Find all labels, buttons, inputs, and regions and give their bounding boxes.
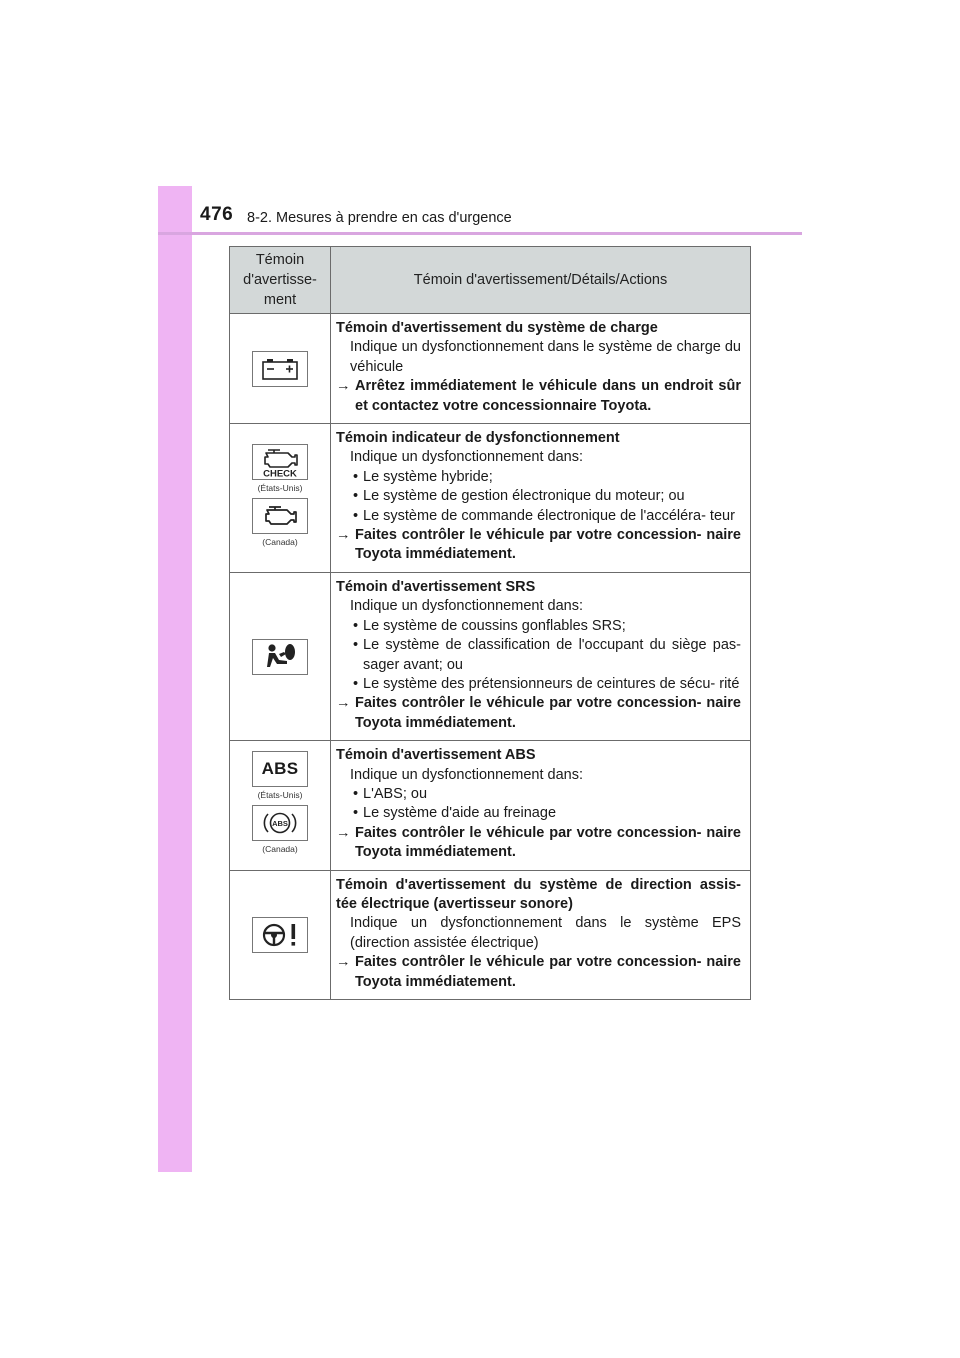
light-title: Témoin d'avertissement du système de charge [336, 320, 658, 336]
action-text: → Faites contrôler le véhicule par votre concession- naire Toyota immédiatement. [336, 954, 741, 990]
col-header-light: Témoin d'avertisse- ment [230, 247, 331, 314]
header-rule [158, 232, 802, 235]
svg-text:ABS: ABS [272, 819, 288, 829]
arrow-icon: → [336, 954, 351, 971]
details-cell [331, 870, 751, 999]
srs-airbag-icon [252, 639, 308, 675]
light-description: Indique un dysfonctionnement dans le système EPS (direction assistée électrique) [350, 915, 741, 951]
table-row [230, 314, 751, 424]
caption-canada: (Canada) [262, 844, 298, 855]
caption-us: (États-Unis) [257, 790, 303, 801]
action-text: → Faites contrôler le véhicule par votre concession- naire Toyota immédiatement. [336, 695, 741, 731]
svg-text:CHECK: CHECK [263, 468, 297, 478]
arrow-icon: → [336, 695, 351, 712]
icon-cell [230, 870, 331, 999]
table-row [230, 870, 751, 999]
action-text: → Faites contrôler le véhicule par votre concession- naire Toyota immédiatement. [336, 527, 741, 563]
icon-cell [230, 741, 331, 870]
light-title: Témoin d'avertissement du système de direction assis- tée électrique (avertisseur sonore) [336, 876, 741, 912]
light-description: Indique un dysfonctionnement dans: [350, 766, 583, 783]
table-row [230, 741, 751, 870]
list-item: • Le système de classification de l'occupant du siège pas- sager avant; ou [336, 636, 741, 675]
arrow-icon: → [336, 378, 351, 395]
page-number: 476 [200, 204, 234, 225]
light-description: Indique un dysfonctionnement dans le système de charge du véhicule [350, 339, 741, 375]
table-row [230, 572, 751, 740]
light-title: Témoin d'avertissement SRS [336, 578, 536, 595]
battery-icon [252, 351, 308, 387]
light-title: Témoin d'avertissement ABS [336, 747, 536, 764]
action-text: → Faites contrôler le véhicule par votre concession- naire Toyota immédiatement. [336, 824, 741, 861]
list-item: • L'ABS; ou [336, 785, 741, 804]
list-item: • Le système de coussins gonflables SRS; [336, 617, 741, 636]
warning-lights-table [229, 246, 751, 1000]
eps-steering-icon [252, 917, 308, 953]
abs-circle-icon [252, 805, 308, 841]
list-item: • Le système de gestion électronique du moteur; ou [336, 487, 741, 506]
list-item: • Le système des prétensionneurs de ceintures de sécu- rité [336, 675, 741, 694]
list-item: • Le système d'aide au freinage [336, 804, 741, 823]
col-header-details: Témoin d'avertissement/Détails/Actions [331, 247, 751, 314]
list-item: • Le système hybride; [336, 468, 741, 487]
light-description: Indique un dysfonctionnement dans: [350, 598, 583, 615]
action-text: → Arrêtez immédiatement le véhicule dans un endroit sûr et contactez votre concessionnaire Toyota. [336, 378, 741, 414]
details-cell [331, 314, 751, 424]
engine-icon [252, 498, 308, 534]
caption-canada: (Canada) [262, 536, 298, 547]
light-description: Indique un dysfonctionnement dans: [350, 449, 583, 466]
arrow-icon: → [336, 824, 351, 841]
icon-cell [230, 572, 331, 740]
check-engine-icon [252, 444, 308, 480]
details-cell [331, 424, 751, 573]
section-title: 8-2. Mesures à prendre en cas d'urgence [247, 210, 512, 226]
caption-us: (États-Unis) [257, 482, 303, 493]
icon-cell [230, 424, 331, 573]
table-header-row [230, 247, 751, 314]
details-cell [331, 572, 751, 740]
icon-cell [230, 314, 331, 424]
details-cell [331, 741, 751, 870]
abs-icon: ABS [252, 751, 308, 787]
table-row [230, 424, 751, 573]
light-title: Témoin indicateur de dysfonctionnement [336, 430, 620, 447]
arrow-icon: → [336, 527, 351, 544]
list-item: • Le système de commande électronique de l'accéléra- teur [336, 507, 741, 526]
side-tab-bar [158, 186, 192, 1172]
